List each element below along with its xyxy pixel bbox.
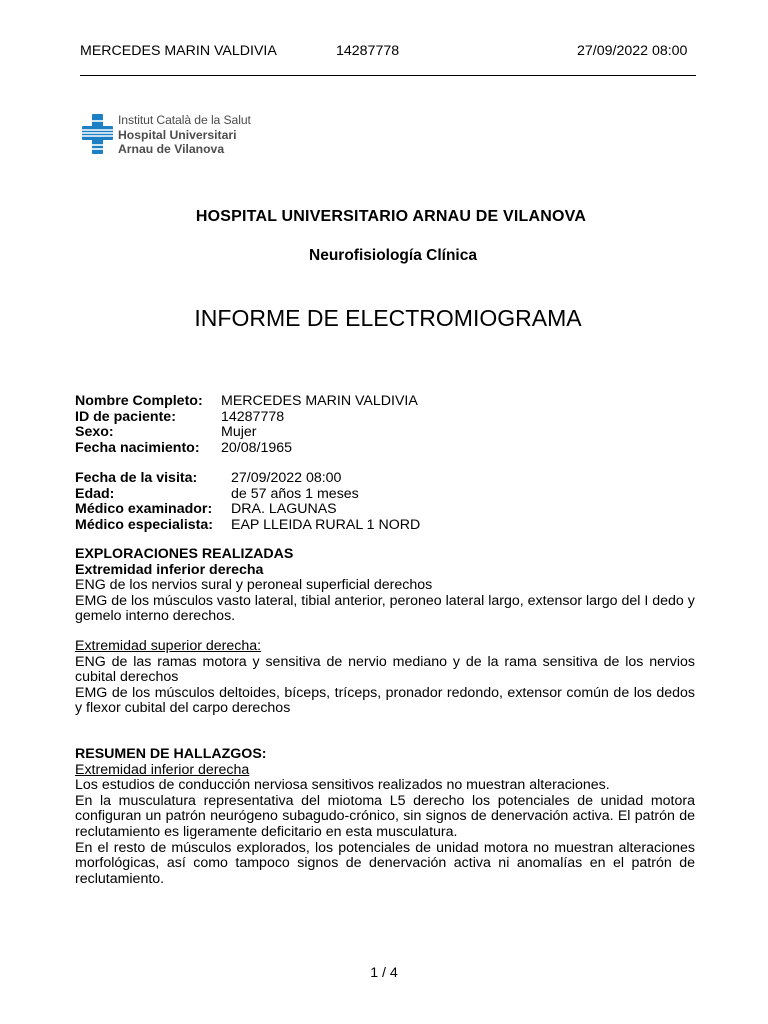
field-label: ID de paciente:	[75, 408, 176, 425]
header-patient-id: 14287778	[336, 43, 400, 59]
subsection-heading: Extremidad inferior derecha	[75, 561, 264, 578]
field-value: 20/08/1965	[221, 439, 293, 456]
field-value: de 57 años 1 meses	[231, 485, 359, 502]
field-label: Médico examinador:	[75, 501, 213, 517]
paragraph: EMG de los músculos deltoides, bíceps, tríceps, pronador redondo, extensor común de los dedos y flexor cubital del carpo derechos	[75, 684, 695, 717]
paragraph: ENG de los nervios sural y peroneal superficial derechos	[75, 577, 433, 594]
page-number: 1 / 4	[370, 965, 398, 981]
field-value: MERCEDES MARIN VALDIVIA	[221, 393, 418, 409]
upper-limb-section	[75, 639, 695, 717]
paragraph: Los estudios de conducción nerviosa sensitivos realizados no muestran alteraciones.	[75, 777, 610, 794]
field-value: Mujer	[221, 424, 257, 440]
field-label: Nombre Completo:	[75, 393, 203, 409]
field-label: Fecha de la visita:	[75, 470, 198, 486]
department-title: Neurofisiología Clínica	[309, 247, 477, 264]
subsection-heading: Extremidad inferior derecha	[75, 761, 250, 778]
field-value: 27/09/2022 08:00	[231, 470, 342, 486]
hospital-title: HOSPITAL UNIVERSITARIO ARNAU DE VILANOVA	[195, 208, 587, 225]
field-value: DRA. LAGUNAS	[231, 501, 337, 517]
hospital-logo	[80, 110, 280, 158]
logo-line-3: Arnau de Vilanova	[118, 142, 225, 156]
subsection-heading: Extremidad superior derecha:	[75, 638, 262, 654]
header-datetime: 27/09/2022 08:00	[577, 43, 688, 59]
logo-line-2: Hospital Universitari	[118, 127, 237, 142]
logo-line-1: Institut Català de la Salut	[118, 113, 251, 127]
header-divider	[80, 75, 696, 76]
paragraph: EMG de los músculos vasto lateral, tibial anterior, peroneo lateral largo, extensor largo del I dedo y gemelo interno derechos.	[75, 592, 695, 625]
findings-section	[75, 747, 695, 887]
field-label: Médico especialista:	[75, 516, 213, 533]
cross-icon	[80, 112, 116, 156]
section-heading: RESUMEN DE HALLAZGOS:	[75, 746, 267, 762]
paragraph: En el resto de músculos explorados, los potenciales de unidad motora no muestran alteraciones morfológicas, así como tampoco signos de denervación activa ni anomalías en el patrón de reclutamiento.	[75, 839, 695, 887]
report-title: INFORME DE ELECTROMIOGRAMA	[194, 305, 582, 331]
paragraph: En la musculatura representativa del miotoma L5 derecho los potenciales de unidad motora configuran un patrón neurógeno subagudo-crónico, sin signos de denervación activa. El patrón de reclutamiento es ligeramente deficitario en esta musculatura.	[75, 792, 695, 840]
paragraph: ENG de las ramas motora y sensitiva de nervio mediano y de la rama sensitiva de los nervios cubital derechos	[75, 653, 695, 686]
field-value: 14287778	[221, 408, 285, 425]
field-label: Edad:	[75, 485, 115, 502]
field-label: Sexo:	[75, 424, 114, 440]
header-patient-name: MERCEDES MARIN VALDIVIA	[80, 43, 277, 59]
field-value: EAP LLEIDA RURAL 1 NORD	[231, 516, 421, 533]
explorations-section	[75, 547, 695, 625]
section-heading: EXPLORACIONES REALIZADAS	[75, 546, 294, 562]
field-label: Fecha nacimiento:	[75, 439, 200, 456]
